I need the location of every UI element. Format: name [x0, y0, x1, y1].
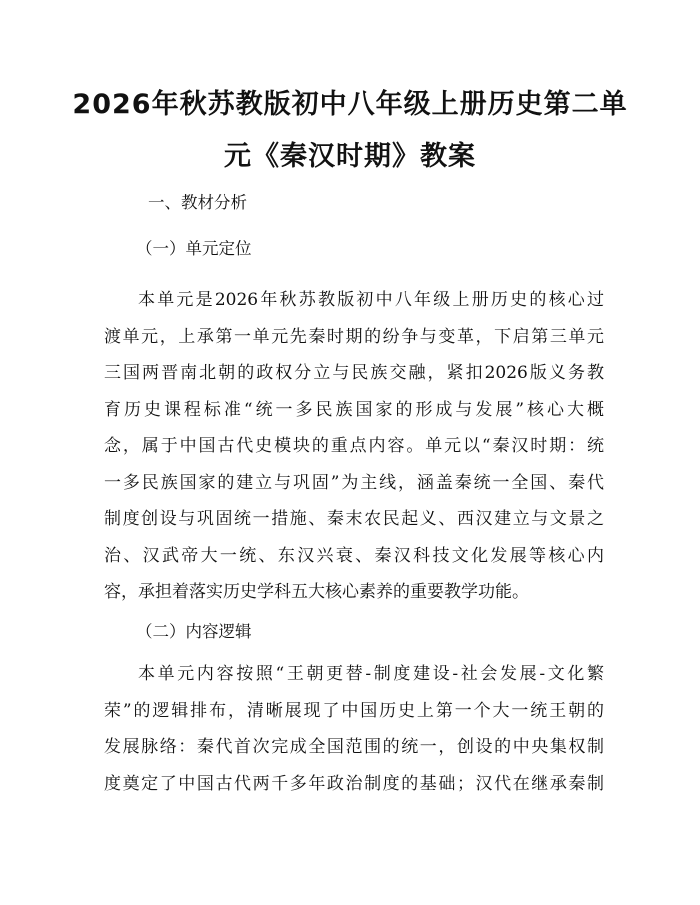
- document-title-line-1: 2026年秋苏教版初中八年级上册历史第二单: [72, 89, 628, 120]
- document-title-line-2: 元《秦汉时期》教案: [224, 141, 476, 172]
- paragraph-line: 度奠定了中国古代两千多年政治制度的基础；汉代在继承秦制: [104, 773, 604, 794]
- paragraph-line: 制度创设与巩固统一措施、秦末农民起义、西汉建立与文景之: [104, 509, 604, 529]
- paragraph-line: 治、汉武帝大一统、东汉兴衰、秦汉科技文化发展等核心内: [104, 545, 604, 566]
- paragraph-line: 荣”的逻辑排布，清晰展现了中国历史上第一个大一统王朝的: [104, 700, 604, 721]
- paragraph-line: 本单元是2026年秋苏教版初中八年级上册历史的核心过: [138, 290, 604, 310]
- paragraph-line: 渡单元，上承第一单元先秦时期的纷争与变革，下启第三单元: [104, 326, 604, 347]
- paragraph-line: 本单元内容按照“王朝更替-制度建设-社会发展-文化繁: [138, 664, 604, 684]
- section-heading-teaching-material-analysis: 一、教材分析: [148, 193, 247, 212]
- paragraph-line: 容，承担着落实历史学科五大核心素养的重要教学功能。: [104, 582, 529, 602]
- paragraph-unit-positioning: [104, 282, 604, 611]
- paragraph-line: 育历史课程标准“统一多民族国家的形成与发展”核心大概: [104, 399, 604, 420]
- paragraph-content-logic: [104, 656, 604, 802]
- paragraph-line: 念，属于中国古代史模块的重点内容。单元以“秦汉时期：统: [104, 436, 604, 456]
- paragraph-line: 一多民族国家的建立与巩固”为主线，涵盖秦统一全国、秦代: [104, 472, 604, 493]
- subsection-heading-unit-positioning: （一）单元定位: [136, 239, 252, 258]
- paragraph-line: 发展脉络：秦代首次完成全国范围的统一，创设的中央集权制: [104, 737, 604, 757]
- subsection-heading-content-logic: （二）内容逻辑: [136, 622, 252, 641]
- paragraph-line: 三国两晋南北朝的政权分立与民族交融，紧扣2026版义务教: [104, 363, 604, 383]
